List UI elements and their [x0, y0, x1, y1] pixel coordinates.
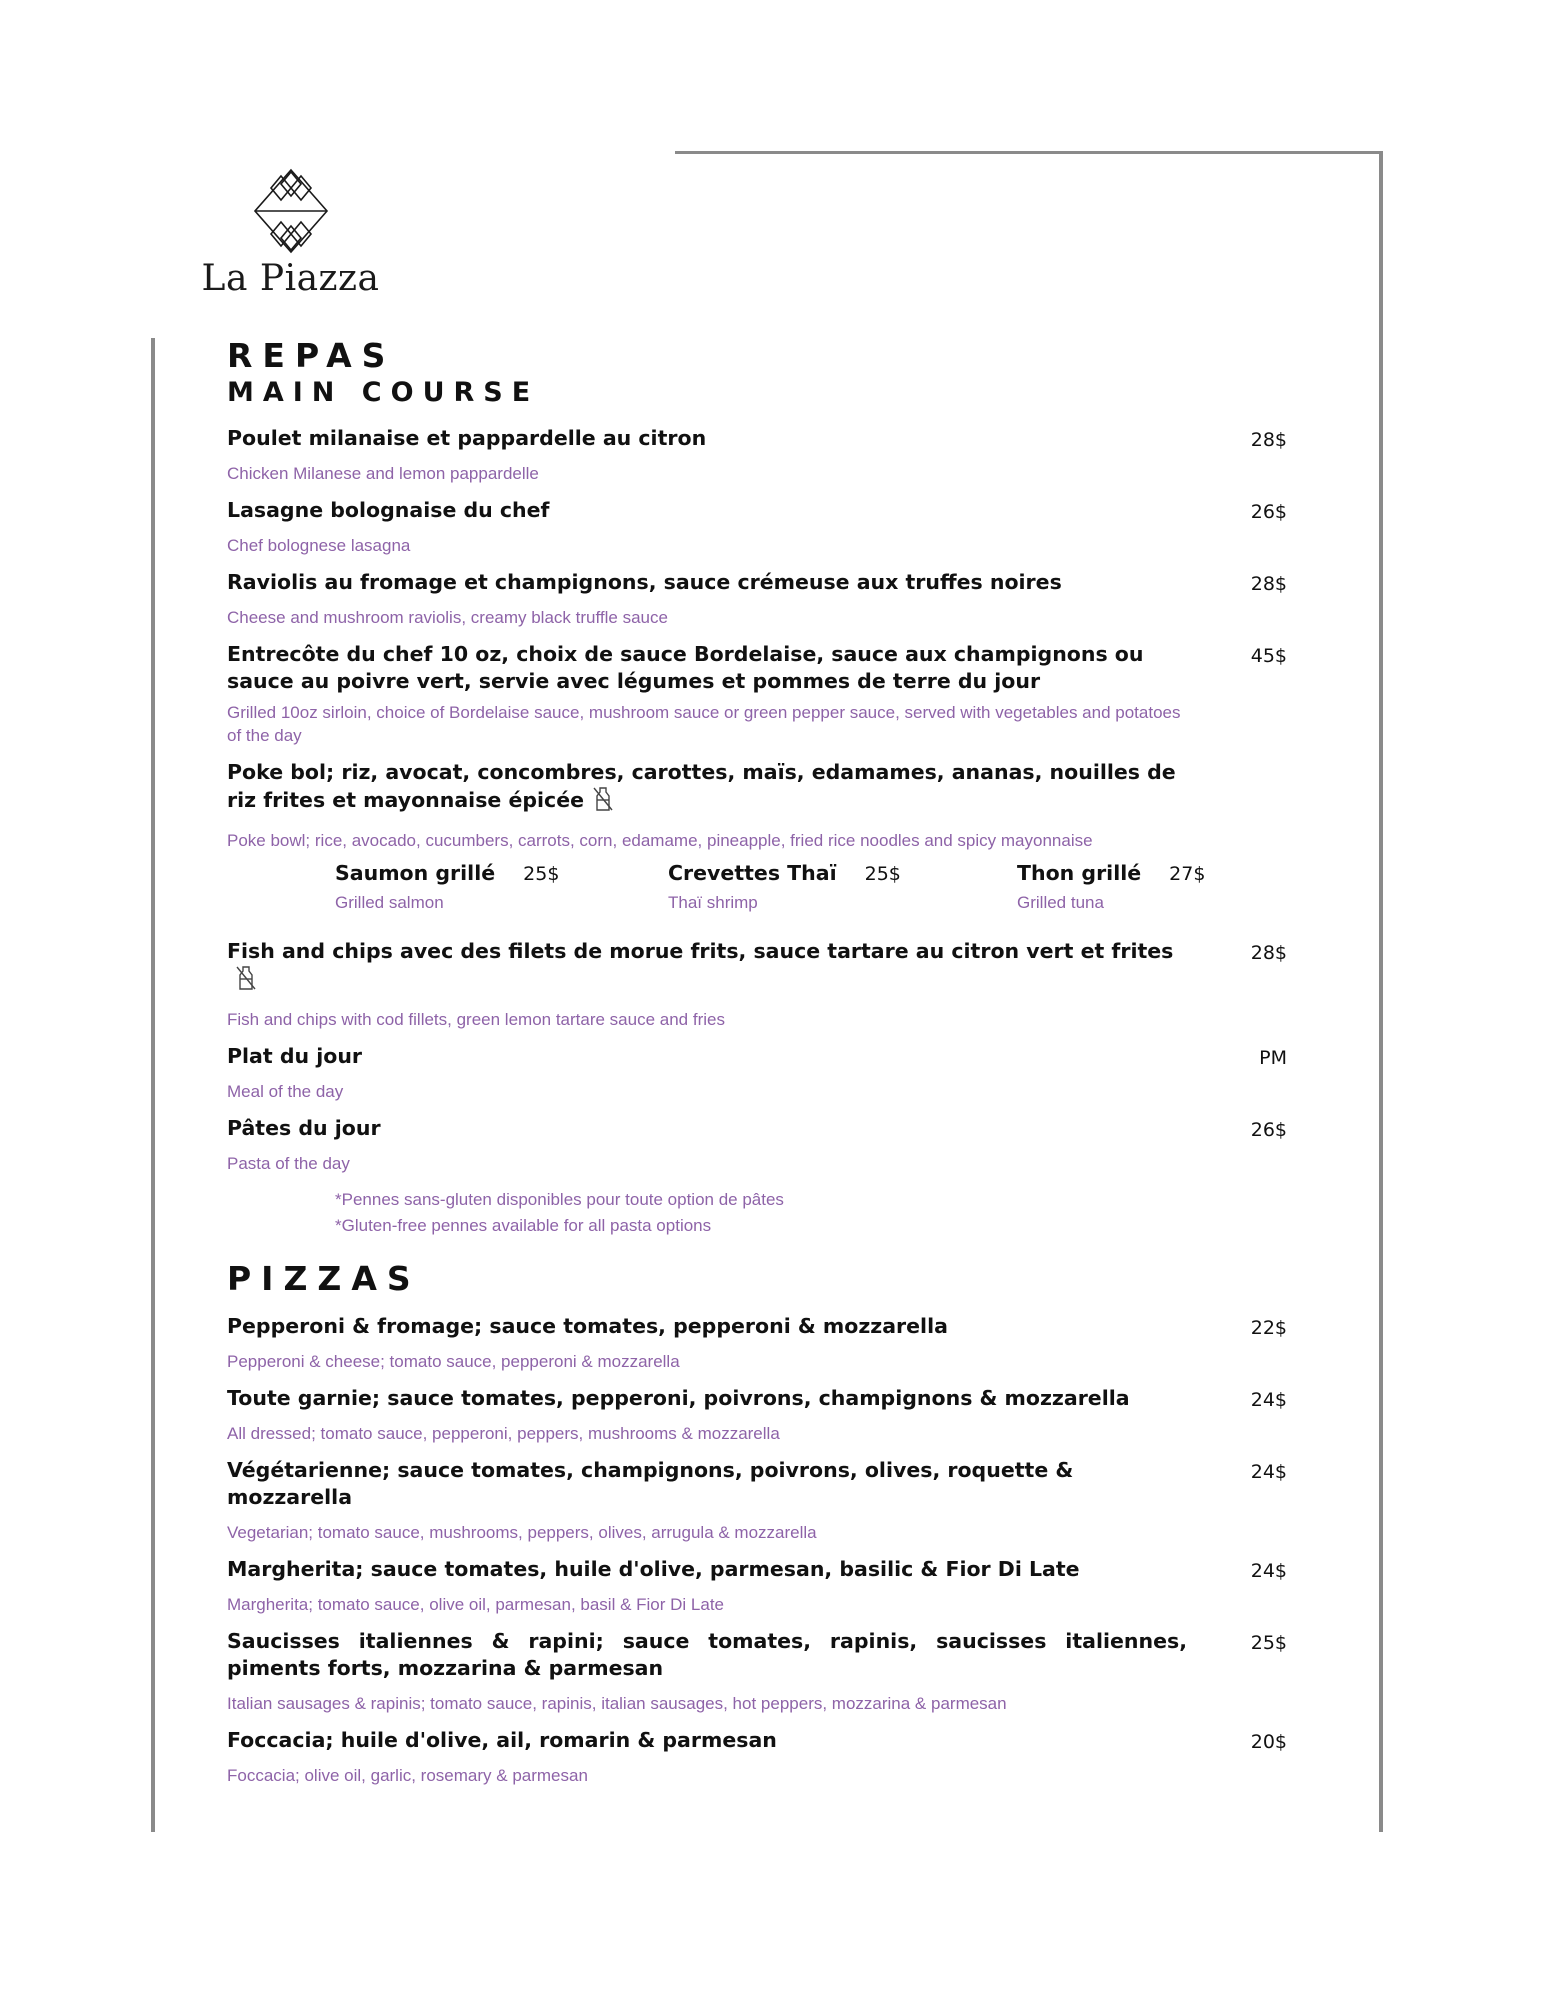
item-name: Foccacia; huile d'olive, ail, romarin & parmesan [227, 1728, 777, 1752]
menu-content [227, 336, 1287, 1793]
menu-item [227, 1622, 1287, 1715]
item-description: Chef bolognese lasagna [227, 536, 411, 555]
item-name: Pepperoni & fromage; sauce tomates, pepperoni & mozzarella [227, 1314, 948, 1338]
note-fr: *Pennes sans-gluten disponibles pour toute option de pâtes [335, 1190, 784, 1209]
item-price: 24$ [1250, 1389, 1287, 1411]
menu-item [227, 419, 1287, 485]
poke-options [227, 860, 1287, 922]
section-title-repas: REPAS [227, 336, 396, 375]
poke-option [668, 860, 901, 913]
item-name: Raviolis au fromage et champignons, sauce crémeuse aux truffes noires [227, 570, 1062, 594]
no-dairy-icon [592, 786, 614, 819]
menu-item [227, 1109, 1287, 1175]
gluten-free-note [335, 1187, 1287, 1239]
option-description: Grilled tuna [1017, 893, 1104, 912]
brand-name: La Piazza [201, 258, 380, 299]
menu-item [227, 932, 1287, 1031]
item-description: Poke bowl; rice, avocado, cucumbers, carrots, corn, edamame, pineapple, fried rice noodles and spicy mayonnaise [227, 831, 1093, 850]
menu-item [227, 1451, 1287, 1544]
item-price: 24$ [1250, 1560, 1287, 1582]
option-price: 25$ [523, 863, 560, 885]
note-en: *Gluten-free pennes available for all pasta options [335, 1216, 712, 1235]
item-description: Pepperoni & cheese; tomato sauce, pepperoni & mozzarella [227, 1352, 680, 1371]
menu-item [227, 1550, 1287, 1616]
item-name-wrap [227, 932, 1187, 998]
item-description: Vegetarian; tomato sauce, mushrooms, peppers, olives, arrugula & mozzarella [227, 1523, 817, 1542]
menu-item [227, 563, 1287, 629]
menu-item-poke [227, 753, 1287, 852]
item-description: Meal of the day [227, 1082, 344, 1101]
menu-item [227, 1307, 1287, 1373]
item-description: Foccacia; olive oil, garlic, rosemary & parmesan [227, 1766, 588, 1785]
item-name: Fish and chips avec des filets de morue frits, sauce tartare au citron vert et frites [227, 939, 1174, 963]
item-description: Margherita; tomato sauce, olive oil, parmesan, basil & Fior Di Late [227, 1595, 725, 1614]
menu-item [227, 1379, 1287, 1445]
option-description: Thaï shrimp [668, 893, 758, 912]
item-price: 45$ [1250, 645, 1287, 667]
item-price: PM [1259, 1047, 1287, 1069]
option-price: 25$ [864, 863, 901, 885]
item-price: 28$ [1250, 942, 1287, 964]
option-name: Crevettes Thaï [668, 861, 837, 885]
item-name: Margherita; sauce tomates, huile d'olive, parmesan, basilic & Fior Di Late [227, 1557, 1080, 1581]
item-description: Cheese and mushroom raviolis, creamy black truffle sauce [227, 608, 668, 627]
item-name: Végétarienne; sauce tomates, champignons, poivrons, olives, roquette & mozzarella [227, 1458, 1074, 1509]
item-price: 26$ [1250, 1119, 1287, 1141]
item-name: Poke bol; riz, avocat, concombres, carottes, maïs, edamames, ananas, nouilles de riz frites et mayonnaise épicée [227, 760, 1176, 812]
option-name: Saumon grillé [335, 861, 496, 885]
item-price: 28$ [1250, 573, 1287, 595]
item-price: 26$ [1250, 501, 1287, 523]
poke-option [335, 860, 559, 913]
menu-item [227, 1721, 1287, 1787]
item-description: Grilled 10oz sirloin, choice of Bordelaise sauce, mushroom sauce or green pepper sauce, served with vegetables and potatoes of the day [227, 703, 1181, 745]
item-description: Chicken Milanese and lemon pappardelle [227, 464, 539, 483]
option-price: 27$ [1169, 863, 1206, 885]
frame-right-line [1379, 151, 1383, 1832]
item-name: Lasagne bolognaise du chef [227, 498, 550, 522]
option-description: Grilled salmon [335, 893, 444, 912]
diamond-logo-icon [253, 168, 329, 254]
item-price: 28$ [1250, 429, 1287, 451]
item-name: Toute garnie; sauce tomates, pepperoni, poivrons, champignons & mozzarella [227, 1386, 1130, 1410]
frame-left-line [151, 338, 155, 1832]
section-subtitle-main-course: MAIN COURSE [227, 377, 540, 408]
logo [198, 168, 383, 299]
menu-item [227, 635, 1287, 747]
item-name: Saucisses italiennes & rapini; sauce tomates, rapinis, saucisses italiennes, piments forts, mozzarina & parmesan [227, 1629, 1187, 1680]
item-description: All dressed; tomato sauce, pepperoni, peppers, mushrooms & mozzarella [227, 1424, 780, 1443]
item-price: 22$ [1250, 1317, 1287, 1339]
no-dairy-icon [235, 965, 257, 998]
section-title-pizzas: PIZZAS [227, 1259, 421, 1298]
item-price: 20$ [1250, 1731, 1287, 1753]
item-description: Italian sausages & rapinis; tomato sauce, rapinis, italian sausages, hot peppers, mozzarina & parmesan [227, 1694, 1007, 1713]
frame-top-line [675, 151, 1382, 154]
menu-item [227, 491, 1287, 557]
item-description: Pasta of the day [227, 1154, 350, 1173]
item-name: Poulet milanaise et pappardelle au citron [227, 426, 707, 450]
menu-item [227, 1037, 1287, 1103]
poke-option [1017, 860, 1205, 913]
item-price: 25$ [1250, 1632, 1287, 1654]
item-price: 24$ [1250, 1461, 1287, 1483]
item-name: Plat du jour [227, 1044, 363, 1068]
item-name-wrap [227, 753, 1187, 819]
item-name: Entrecôte du chef 10 oz, choix de sauce Bordelaise, sauce aux champignons ou sauce au poivre vert, servie avec légumes et pommes de terre du jour [227, 642, 1144, 693]
item-description: Fish and chips with cod fillets, green lemon tartare sauce and fries [227, 1010, 725, 1029]
option-name: Thon grillé [1017, 861, 1142, 885]
item-name: Pâtes du jour [227, 1116, 381, 1140]
